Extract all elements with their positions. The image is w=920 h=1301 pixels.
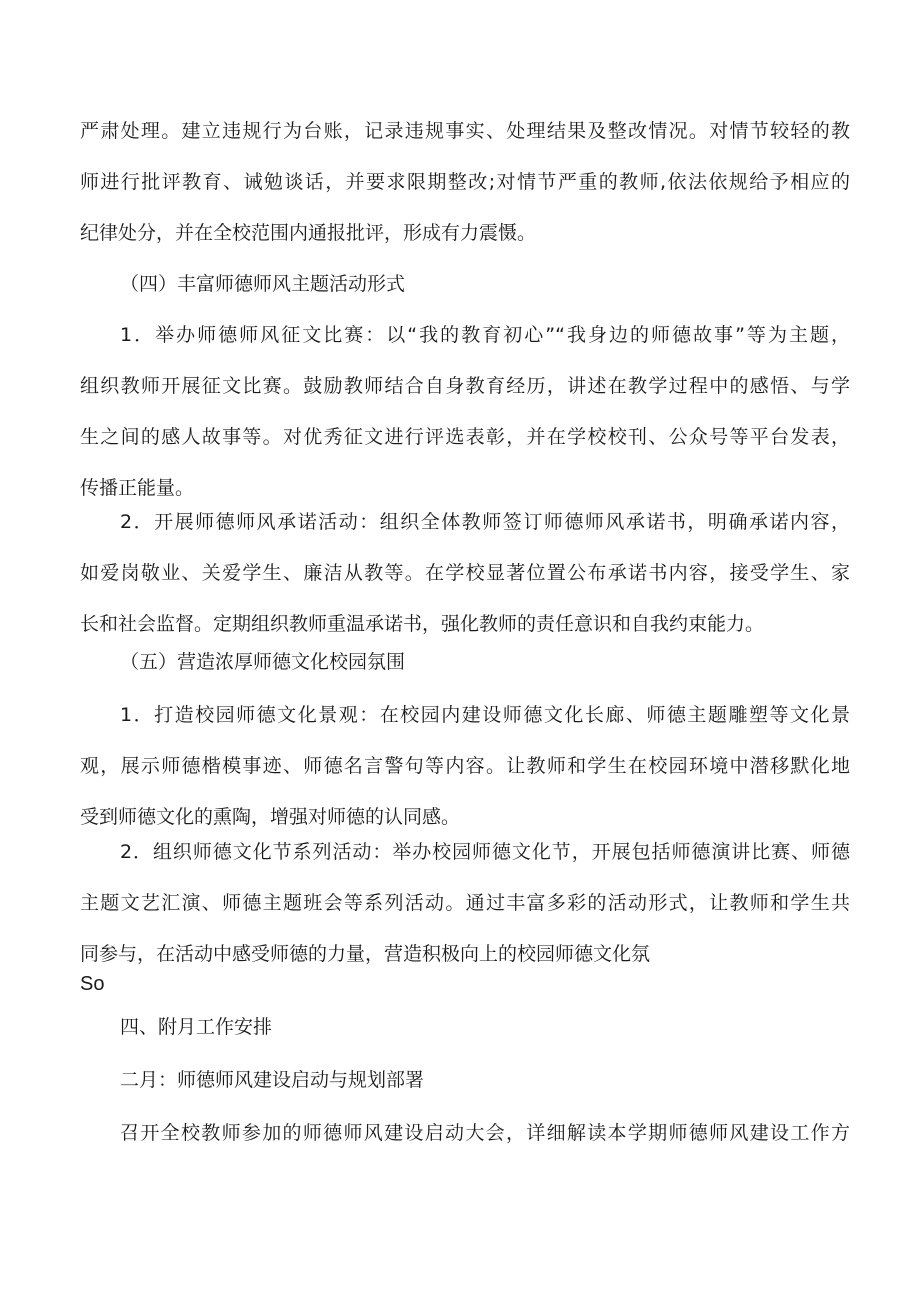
text-line: 长和社会监督。定期组织教师重温承诺书，强化教师的责任意识和自我约束能力。 (80, 613, 765, 635)
text-line: 1．打造校园师德文化景观：在校园内建设师德文化长廊、师德主题雕塑等文化景 (120, 704, 850, 726)
text-line: 严肃处理。建立违规行为台账，记录违规事实、处理结果及整改情况。对情节较轻的教 (80, 120, 850, 142)
paragraph-campus-landscape (80, 690, 850, 843)
text-line: 2．开展师德师风承诺活动：组织全体教师签订师德师风承诺书，明确承诺内容， (120, 511, 850, 533)
text-line: 组织教师开展征文比赛。鼓励教师结合自身教育经历，讲述在教学过程中的感悟、与学 (80, 375, 850, 397)
text-line: 生之间的感人故事等。对优秀征文进行评选表彰，并在学校校刊、公众号等平台发表， (80, 426, 850, 448)
text-line: 传播正能量。 (80, 477, 195, 499)
paragraph-kickoff-meeting (80, 1108, 850, 1159)
text-line: 师进行批评教育、诫勉谈话，并要求限期整改;对情节严重的教师,依法依规给予相应的 (80, 171, 850, 193)
stray-text-fragment: So (80, 973, 105, 995)
paragraph-pledge-activity (80, 497, 850, 650)
text-line: 2．组织师德文化节系列活动：举办校园师德文化节，开展包括师德演讲比赛、师德 (120, 841, 850, 863)
text-line: 如爱岗敬业、关爱学生、廉洁从教等。在学校显著位置公布承诺书内容，接受学生、家 (80, 562, 850, 584)
text-line: 观，展示师德楷模事迹、师德名言警句等内容。让教师和学生在校园环境中潜移默化地 (80, 755, 850, 777)
section-heading-4: （四）丰富师德师风主题活动形式 (120, 273, 406, 295)
section-heading-5: （五）营造浓厚师德文化校园氛围 (120, 651, 406, 673)
text-line: 纪律处分，并在全校范围内通报批评，形成有力震慑。 (80, 222, 537, 244)
paragraph-violation-handling (80, 106, 850, 259)
text-line: 同参与，在活动中感受师德的力量，营造积极向上的校园师德文化氛 (80, 943, 651, 965)
text-line: 受到师德文化的熏陶，增强对师德的认同感。 (80, 806, 461, 828)
paragraph-essay-contest (80, 310, 850, 514)
text-line: 召开全校教师参加的师德师风建设启动大会，详细解读本学期师德师风建设工作方 (120, 1122, 850, 1144)
text-line: 1．举办师德师风征文比赛：以“我的教育初心”“我身边的师德故事”等为主题， (120, 324, 850, 346)
section-heading-work-schedule: 四、附月工作安排 (120, 1016, 273, 1038)
paragraph-culture-festival (80, 827, 850, 980)
month-heading-february: 二月：师德师风建设启动与规划部署 (120, 1069, 425, 1091)
text-line: 主题文艺汇演、师德主题班会等系列活动。通过丰富多彩的活动形式，让教师和学生共 (80, 892, 850, 914)
